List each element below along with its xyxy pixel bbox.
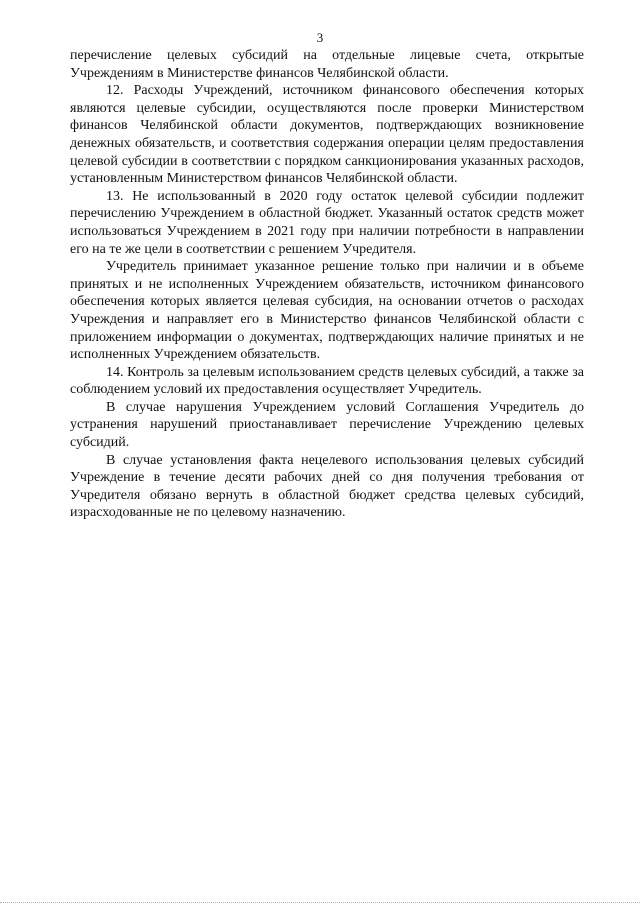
scan-edge-divider <box>0 902 640 903</box>
paragraph-item-13: 13. Не использованный в 2020 году остаток целевой субсидии подлежит перечислению Учреждением в областной бюджет. Указанный остаток средств может использоваться Учреждением в 2021 году при наличии потребности в направлении его на те же цели в соответствии с решением Учредителя. <box>70 188 584 257</box>
paragraph-item-14: 14. Контроль за целевым использованием средств целевых субсидий, а также за соблюдением условий их предоставления осуществляет Учредитель. <box>70 364 584 398</box>
paragraph-item-12: 12. Расходы Учреждений, источником финансового обеспечения которых являются целевые субсидии, осуществляются после проверки Министерством финансов Челябинской области документов, подтверждающих возникновение денежных обязательств, и соответствия содержания операции целям предоставления целевой субсидии в соответствии с порядком санкционирования указанных расходов, установленным Министерством финансов Челябинской области. <box>70 83 584 187</box>
page-number: 3 <box>316 30 324 45</box>
document-body <box>70 47 584 522</box>
paragraph-violation: В случае нарушения Учреждением условий Соглашения Учредитель до устранения нарушений приостанавливает перечисление Учреждению целевых субсидий. <box>70 399 584 451</box>
paragraph-continuation: перечисление целевых субсидий на отдельные лицевые счета, открытые Учреждениям в Министерстве финансов Челябинской области. <box>70 48 584 81</box>
paragraph-misuse: В случае установления факта нецелевого использования целевых субсидий Учреждение в течение десяти рабочих дней со дня получения требования от Учредителя обязано вернуть в областной бюджет средства целевых субсидий, израсходованные не по целевому назначению. <box>70 452 584 521</box>
paragraph-founder-decision: Учредитель принимает указанное решение только при наличии и в объеме принятых и не исполненных Учреждением обязательств, источником финансового обеспечения которых является целевая субсидия, на основании отчетов о расходах Учреждения и направляет его в Министерство финансов Челябинской области с приложением информации о документах, подтверждающих наличие принятых и не исполненных Учреждением обязательств. <box>70 259 584 363</box>
